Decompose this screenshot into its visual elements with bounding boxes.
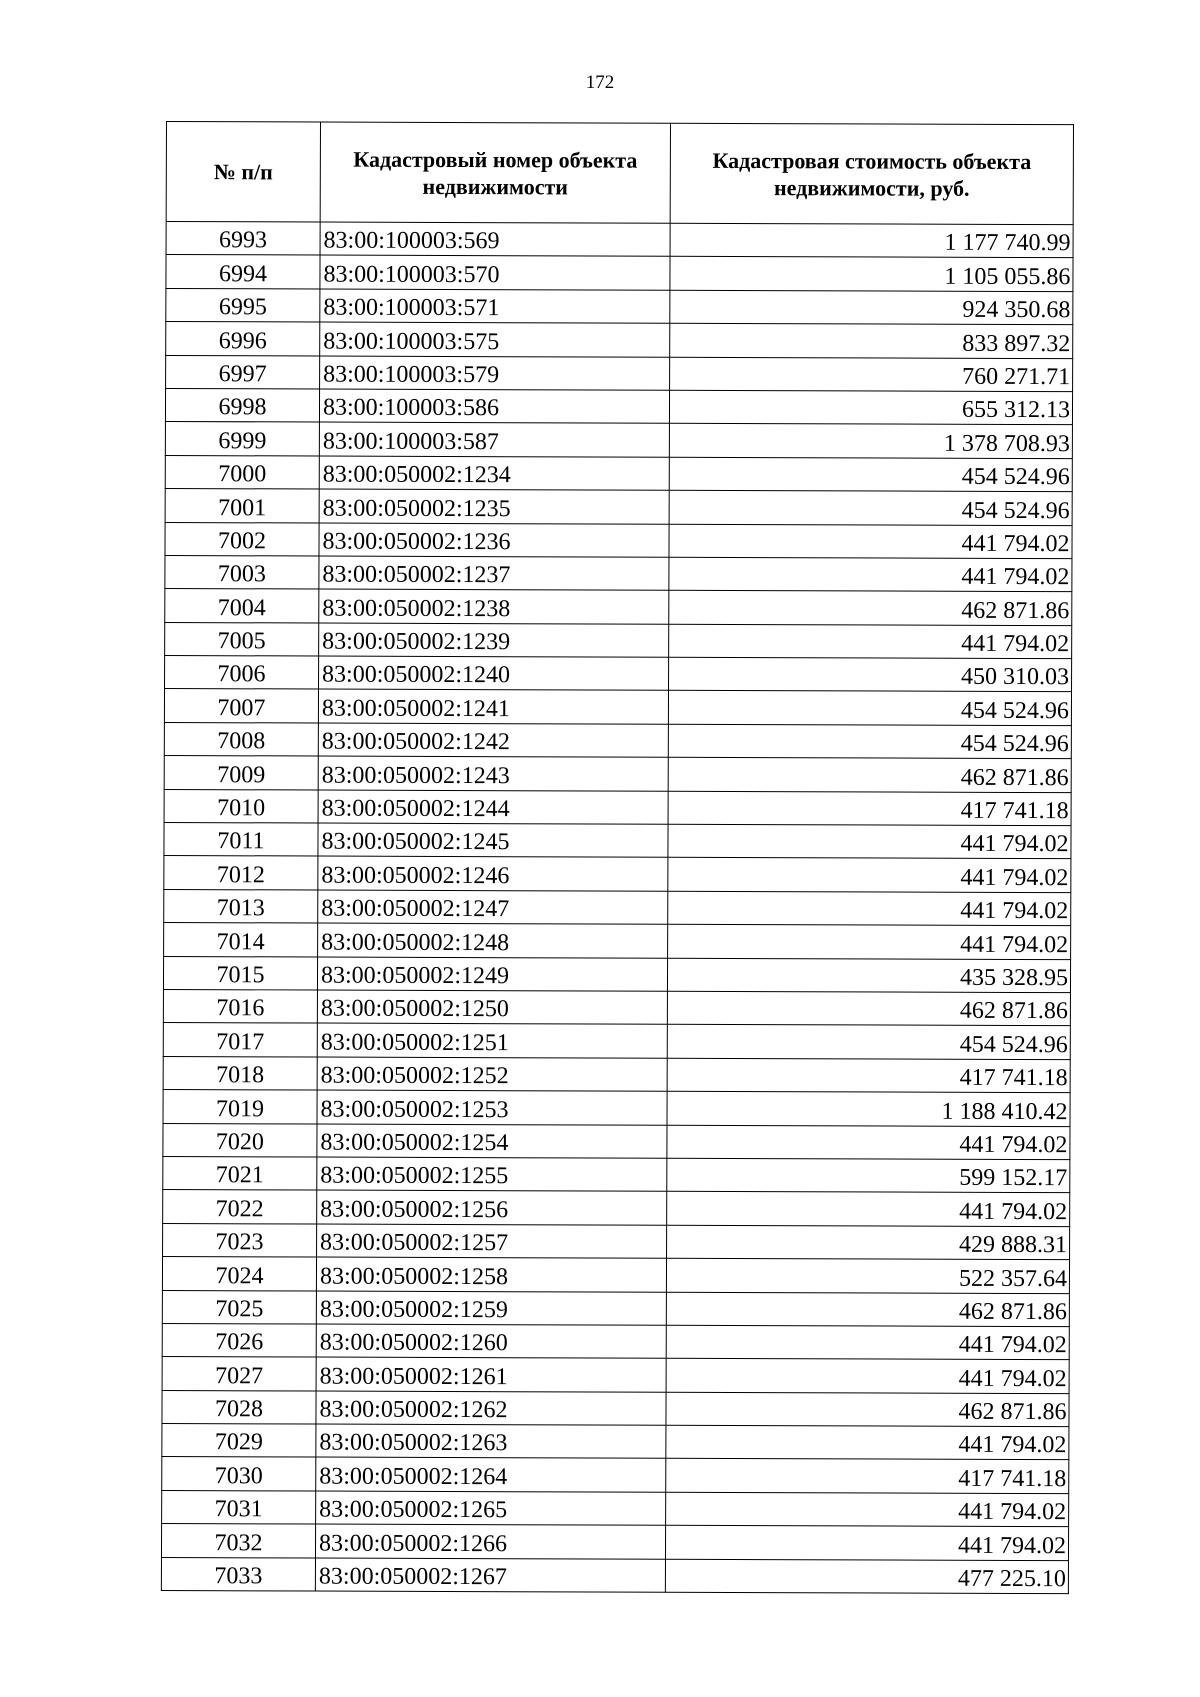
cadastral-value-cell: 454 524.96 xyxy=(668,724,1071,759)
cadastral-number-cell: 83:00:050002:1241 xyxy=(318,690,668,725)
cadastral-number-cell: 83:00:050002:1238 xyxy=(319,589,669,624)
row-number-cell: 7011 xyxy=(164,823,318,857)
table-row xyxy=(162,1357,1069,1394)
cadastral-value-cell: 1 378 708.93 xyxy=(669,424,1072,459)
table-row xyxy=(164,889,1071,926)
table-row xyxy=(163,1123,1070,1160)
row-number-cell: 7010 xyxy=(164,789,318,823)
cadastral-number-cell: 83:00:050002:1265 xyxy=(316,1491,666,1526)
table-row xyxy=(164,823,1071,860)
cadastral-value-cell: 417 741.18 xyxy=(666,1459,1069,1494)
row-number-cell: 7018 xyxy=(163,1056,317,1090)
table-header xyxy=(166,122,1073,225)
row-number-cell: 7001 xyxy=(165,489,319,523)
cadastral-value-cell: 441 794.02 xyxy=(668,891,1071,926)
table-row xyxy=(163,1090,1070,1127)
row-number-cell: 7014 xyxy=(164,923,318,957)
cadastral-value-cell: 462 871.86 xyxy=(666,1292,1069,1327)
row-number-cell: 6997 xyxy=(166,355,320,389)
cadastral-number-cell: 83:00:100003:570 xyxy=(320,255,670,290)
table-row xyxy=(164,923,1071,960)
row-number-cell: 7008 xyxy=(164,722,318,756)
cadastral-value-cell: 454 524.96 xyxy=(667,1025,1070,1060)
table-row xyxy=(164,722,1071,759)
cadastral-number-cell: 83:00:050002:1234 xyxy=(319,456,669,491)
table-row xyxy=(166,288,1073,325)
table-header-row xyxy=(166,122,1073,225)
table-row xyxy=(165,622,1072,659)
table-row xyxy=(161,1557,1068,1594)
cadastral-value-cell: 599 152.17 xyxy=(667,1158,1070,1193)
cadastral-number-cell: 83:00:050002:1254 xyxy=(317,1124,667,1159)
cadastral-value-cell: 435 328.95 xyxy=(667,958,1070,993)
row-number-cell: 7017 xyxy=(163,1023,317,1057)
table-row xyxy=(162,1424,1069,1461)
table-row xyxy=(162,1490,1069,1527)
cadastral-number-cell: 83:00:050002:1262 xyxy=(316,1391,666,1426)
page-number: 172 xyxy=(585,72,615,93)
cadastral-number-cell: 83:00:050002:1266 xyxy=(315,1524,665,1559)
table-row xyxy=(164,756,1071,793)
row-number-cell: 7031 xyxy=(162,1490,316,1524)
header-cadastral-value: Кадастровая стоимость объекта недвижимости, руб. xyxy=(670,123,1073,224)
row-number-cell: 7028 xyxy=(162,1390,316,1424)
cadastral-value-cell: 477 225.10 xyxy=(665,1559,1068,1594)
cadastral-value-cell: 441 794.02 xyxy=(666,1425,1069,1460)
cadastral-number-cell: 83:00:050002:1267 xyxy=(315,1558,665,1593)
table-row xyxy=(162,1457,1069,1494)
cadastral-number-cell: 83:00:050002:1259 xyxy=(316,1291,666,1326)
row-number-cell: 7000 xyxy=(165,455,319,489)
table-row xyxy=(165,522,1072,559)
cadastral-value-cell: 441 794.02 xyxy=(668,824,1071,859)
row-number-cell: 7023 xyxy=(163,1223,317,1257)
cadastral-value-cell: 454 524.96 xyxy=(669,490,1072,525)
row-number-cell: 6996 xyxy=(166,322,320,356)
row-number-cell: 7005 xyxy=(165,622,319,656)
cadastral-number-cell: 83:00:050002:1260 xyxy=(316,1324,666,1359)
cadastral-number-cell: 83:00:050002:1239 xyxy=(319,623,669,658)
cadastral-value-cell: 441 794.02 xyxy=(666,1359,1069,1394)
cadastral-value-cell: 462 871.86 xyxy=(667,991,1070,1026)
row-number-cell: 7002 xyxy=(165,522,319,556)
row-number-cell: 7012 xyxy=(164,856,318,890)
cadastral-value-cell: 454 524.96 xyxy=(669,457,1072,492)
cadastral-value-cell: 462 871.86 xyxy=(669,591,1072,626)
table-row xyxy=(163,1223,1070,1260)
cadastral-number-cell: 83:00:100003:569 xyxy=(320,222,670,257)
table-row xyxy=(162,1290,1069,1327)
cadastral-value-cell: 441 794.02 xyxy=(666,1492,1069,1527)
cadastral-number-cell: 83:00:050002:1240 xyxy=(319,656,669,691)
cadastral-value-cell: 441 794.02 xyxy=(665,1525,1068,1560)
row-number-cell: 7019 xyxy=(163,1090,317,1124)
cadastral-number-cell: 83:00:050002:1236 xyxy=(319,523,669,558)
table-row xyxy=(164,789,1071,826)
row-number-cell: 7020 xyxy=(163,1123,317,1157)
cadastral-number-cell: 83:00:050002:1237 xyxy=(319,556,669,591)
table-row xyxy=(165,422,1072,459)
cadastral-number-cell: 83:00:050002:1256 xyxy=(317,1190,667,1225)
header-row-number: № п/п xyxy=(166,122,320,223)
table-row xyxy=(163,956,1070,993)
table-row xyxy=(161,1524,1068,1561)
cadastral-number-cell: 83:00:050002:1261 xyxy=(316,1357,666,1392)
cadastral-number-cell: 83:00:050002:1247 xyxy=(318,890,668,925)
table-row xyxy=(165,555,1072,592)
table-row xyxy=(162,1390,1069,1427)
cadastral-value-cell: 417 741.18 xyxy=(668,791,1071,826)
table-row xyxy=(163,1156,1070,1193)
cadastral-number-cell: 83:00:050002:1253 xyxy=(317,1090,667,1125)
cadastral-number-cell: 83:00:050002:1244 xyxy=(318,790,668,825)
row-number-cell: 6993 xyxy=(166,222,320,256)
cadastral-value-cell: 429 888.31 xyxy=(667,1225,1070,1260)
row-number-cell: 6995 xyxy=(166,288,320,322)
cadastral-value-cell: 454 524.96 xyxy=(668,691,1071,726)
row-number-cell: 7006 xyxy=(165,656,319,690)
table-row xyxy=(165,589,1072,626)
cadastral-number-cell: 83:00:050002:1250 xyxy=(317,990,667,1025)
row-number-cell: 7021 xyxy=(163,1156,317,1190)
table-body xyxy=(161,222,1073,1594)
row-number-cell: 7027 xyxy=(162,1357,316,1391)
cadastral-value-cell: 760 271.71 xyxy=(670,357,1073,392)
cadastral-value-cell: 441 794.02 xyxy=(669,557,1072,592)
cadastral-value-cell: 441 794.02 xyxy=(668,858,1071,893)
cadastral-value-cell: 1 105 055.86 xyxy=(670,257,1073,292)
row-number-cell: 7015 xyxy=(163,956,317,990)
cadastral-number-cell: 83:00:050002:1263 xyxy=(316,1424,666,1459)
cadastral-value-cell: 441 794.02 xyxy=(666,1325,1069,1360)
table-row xyxy=(163,1190,1070,1227)
table-row xyxy=(166,255,1073,292)
row-number-cell: 6994 xyxy=(166,255,320,289)
cadastral-value-cell: 462 871.86 xyxy=(666,1392,1069,1427)
row-number-cell: 7013 xyxy=(164,889,318,923)
row-number-cell: 7003 xyxy=(165,555,319,589)
cadastral-number-cell: 83:00:050002:1264 xyxy=(316,1457,666,1492)
table-row xyxy=(166,322,1073,359)
table-row xyxy=(163,1023,1070,1060)
cadastral-number-cell: 83:00:050002:1246 xyxy=(318,856,668,891)
table-row xyxy=(163,989,1070,1026)
row-number-cell: 7030 xyxy=(162,1457,316,1491)
row-number-cell: 7026 xyxy=(162,1323,316,1357)
table-row xyxy=(164,856,1071,893)
table-row xyxy=(165,656,1072,693)
table-row xyxy=(166,355,1073,392)
row-number-cell: 7009 xyxy=(164,756,318,790)
row-number-cell: 7022 xyxy=(163,1190,317,1224)
cadastral-value-cell: 441 794.02 xyxy=(669,524,1072,559)
cadastral-value-cell: 441 794.02 xyxy=(669,624,1072,659)
cadastral-number-cell: 83:00:050002:1252 xyxy=(317,1057,667,1092)
row-number-cell: 7016 xyxy=(163,989,317,1023)
table-row xyxy=(164,689,1071,726)
header-cadastral-number: Кадастровый номер объекта недвижимости xyxy=(320,122,670,223)
cadastral-number-cell: 83:00:100003:579 xyxy=(320,356,670,391)
cadastral-value-cell: 441 794.02 xyxy=(667,1192,1070,1227)
cadastral-number-cell: 83:00:100003:571 xyxy=(320,289,670,324)
row-number-cell: 6998 xyxy=(165,388,319,422)
cadastral-number-cell: 83:00:050002:1251 xyxy=(317,1023,667,1058)
table-row xyxy=(165,388,1072,425)
cadastral-value-cell: 462 871.86 xyxy=(668,758,1071,793)
cadastral-value-table xyxy=(161,121,1074,1594)
table-row xyxy=(165,455,1072,492)
cadastral-number-cell: 83:00:050002:1242 xyxy=(318,723,668,758)
cadastral-value-cell: 924 350.68 xyxy=(670,290,1073,325)
cadastral-number-cell: 83:00:050002:1248 xyxy=(318,923,668,958)
cadastral-value-cell: 441 794.02 xyxy=(668,924,1071,959)
row-number-cell: 7025 xyxy=(162,1290,316,1324)
table-row xyxy=(162,1323,1069,1360)
table-row xyxy=(166,222,1073,259)
row-number-cell: 7007 xyxy=(164,689,318,723)
cadastral-value-cell: 522 357.64 xyxy=(666,1258,1069,1293)
cadastral-number-cell: 83:00:100003:587 xyxy=(319,422,669,457)
cadastral-value-cell: 450 310.03 xyxy=(669,657,1072,692)
cadastral-value-cell: 655 312.13 xyxy=(669,390,1072,425)
cadastral-value-cell: 417 741.18 xyxy=(667,1058,1070,1093)
table-row xyxy=(165,489,1072,526)
cadastral-number-cell: 83:00:050002:1243 xyxy=(318,756,668,791)
cadastral-number-cell: 83:00:050002:1258 xyxy=(316,1257,666,1292)
table-row xyxy=(163,1056,1070,1093)
cadastral-number-cell: 83:00:050002:1257 xyxy=(317,1224,667,1259)
cadastral-number-cell: 83:00:050002:1245 xyxy=(318,823,668,858)
cadastral-number-cell: 83:00:100003:586 xyxy=(319,389,669,424)
row-number-cell: 7033 xyxy=(161,1557,315,1591)
table-row xyxy=(162,1257,1069,1294)
cadastral-value-cell: 1 188 410.42 xyxy=(667,1091,1070,1126)
cadastral-value-cell: 1 177 740.99 xyxy=(670,223,1073,258)
row-number-cell: 6999 xyxy=(165,422,319,456)
cadastral-value-cell: 833 897.32 xyxy=(670,323,1073,358)
cadastral-number-cell: 83:00:050002:1249 xyxy=(317,957,667,992)
cadastral-value-cell: 441 794.02 xyxy=(667,1125,1070,1160)
row-number-cell: 7004 xyxy=(165,589,319,623)
cadastral-number-cell: 83:00:050002:1235 xyxy=(319,489,669,524)
cadastral-number-cell: 83:00:050002:1255 xyxy=(317,1157,667,1192)
cadastral-number-cell: 83:00:100003:575 xyxy=(320,322,670,357)
row-number-cell: 7024 xyxy=(162,1257,316,1291)
row-number-cell: 7032 xyxy=(161,1524,315,1558)
row-number-cell: 7029 xyxy=(162,1424,316,1458)
